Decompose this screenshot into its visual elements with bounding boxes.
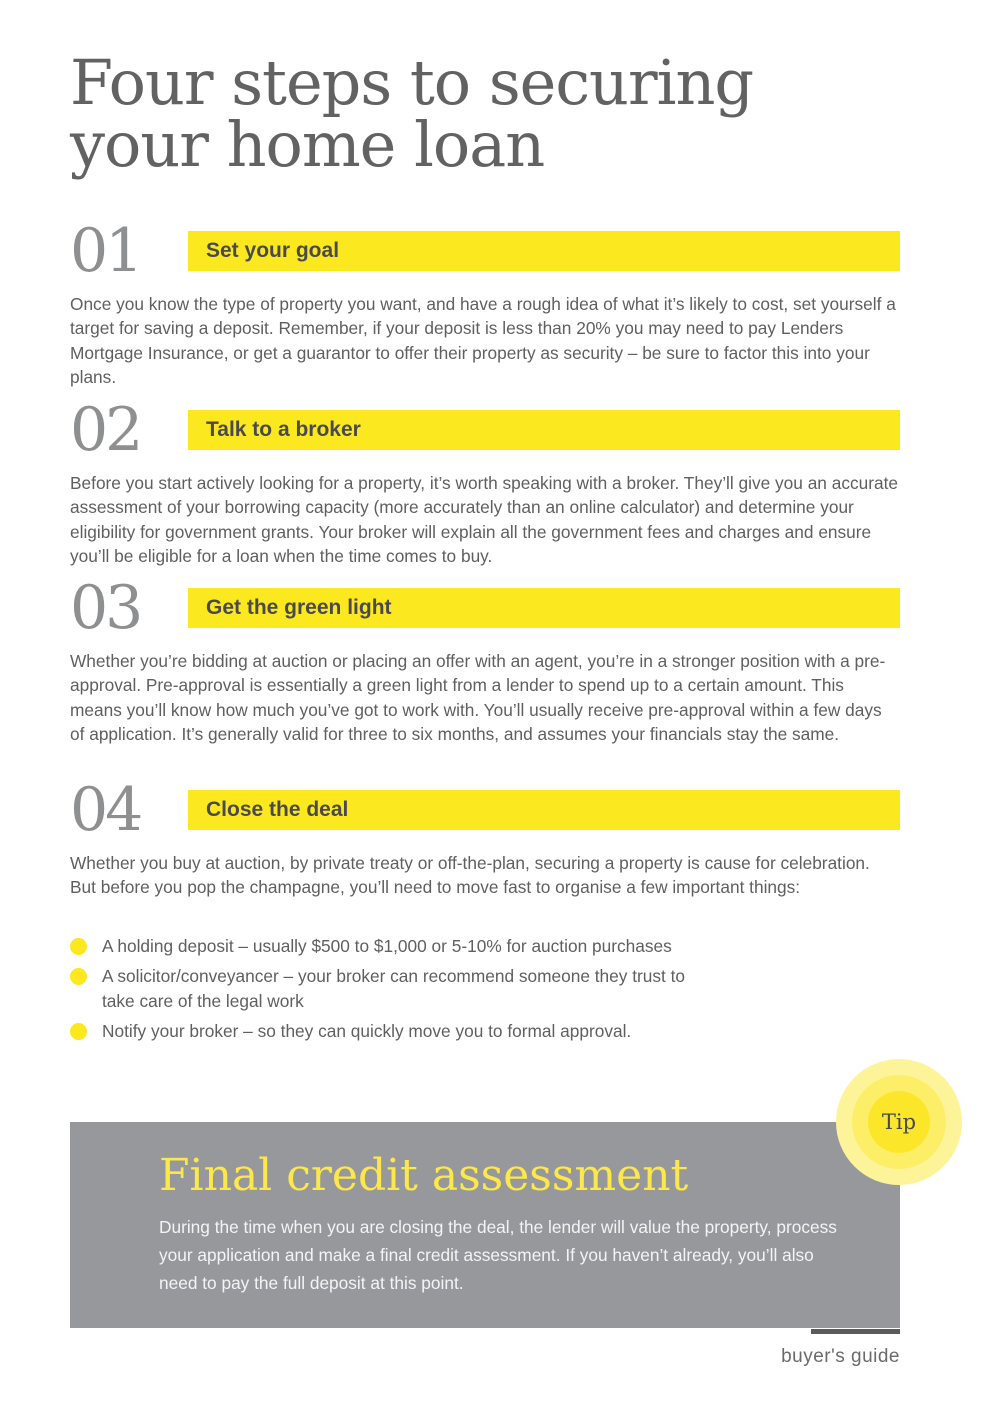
step-body: Whether you’re bidding at auction or placing an offer with an agent, you’re in a stronger position with a pre-approval. Pre-approval is essentially a green light from a lender to spend up to a certain amount. This means you’ll know how much you’ve got to work with. You’ll usually receive pre-approval within a few days of application. It’s generally valid for three to six months, and assumes your financials stay the same. bbox=[70, 651, 886, 744]
tip-badge-label: Tip bbox=[881, 1110, 917, 1134]
step-heading-bar bbox=[188, 790, 900, 830]
tip-badge bbox=[868, 1091, 930, 1153]
step-heading-bar bbox=[188, 588, 900, 628]
tip-panel bbox=[70, 1122, 900, 1328]
step-body: Before you start actively looking for a property, it’s worth speaking with a broker. They’ll give you an accurate assessment of your borrowing capacity (more accurately than an online calculator) and determine your eligibility for government grants. Your broker will explain all the government fees and charges and ensure you’ll be eligible for a loan when the time comes to buy. bbox=[70, 473, 898, 566]
list-item-text: Notify your broker – so they can quickly move you to formal approval. bbox=[102, 1020, 632, 1041]
list-item bbox=[70, 964, 702, 1013]
bullet-dot-icon bbox=[70, 968, 87, 985]
step-body: Once you know the type of property you want, and have a rough idea of what it’s likely to cost, set yourself a target for saving a deposit. Remember, if your deposit is less than 20% you may need to pay Lenders Mortgage Insurance, or get a guarantor to offer their property as security – be sure to factor this into your plans. bbox=[70, 294, 896, 387]
bullet-dot-icon bbox=[70, 938, 87, 955]
step-number: 04 bbox=[70, 775, 141, 845]
tip-body: During the time when you are closing the deal, the lender will value the property, process your application and make a final credit assessment. If you haven’t already, you’ll also need to pay the full deposit at this point. bbox=[159, 1217, 837, 1293]
step-number: 01 bbox=[70, 216, 141, 286]
bullet-list bbox=[70, 934, 900, 1043]
list-item-text: A holding deposit – usually $500 to $1,000 or 5-10% for auction purchases bbox=[102, 936, 672, 956]
list-item bbox=[70, 1019, 900, 1043]
list-item-text: A solicitor/conveyancer – your broker can recommend someone they trust to take care of the legal work bbox=[102, 966, 686, 1011]
step-heading: Talk to a broker bbox=[206, 418, 361, 441]
step-heading: Set your goal bbox=[206, 239, 340, 262]
step-heading-bar bbox=[188, 410, 900, 450]
tip-title: Final credit assessment bbox=[159, 1150, 689, 1201]
list-item bbox=[70, 934, 900, 958]
step-heading-bar bbox=[188, 231, 900, 271]
step-heading: Get the green light bbox=[206, 596, 392, 619]
bullet-dot-icon bbox=[70, 1023, 87, 1040]
step-number: 03 bbox=[70, 573, 141, 643]
page-title: Four steps to securing your home loan bbox=[70, 46, 754, 181]
step-number: 02 bbox=[70, 395, 141, 465]
footer-rule bbox=[811, 1329, 900, 1334]
footer-label: buyer's guide bbox=[781, 1346, 900, 1367]
step-heading: Close the deal bbox=[206, 798, 349, 821]
step-body: Whether you buy at auction, by private treaty or off-the-plan, securing a property is cause for celebration. But before you pop the champagne, you’ll need to move fast to organise a few important things: bbox=[70, 853, 870, 898]
